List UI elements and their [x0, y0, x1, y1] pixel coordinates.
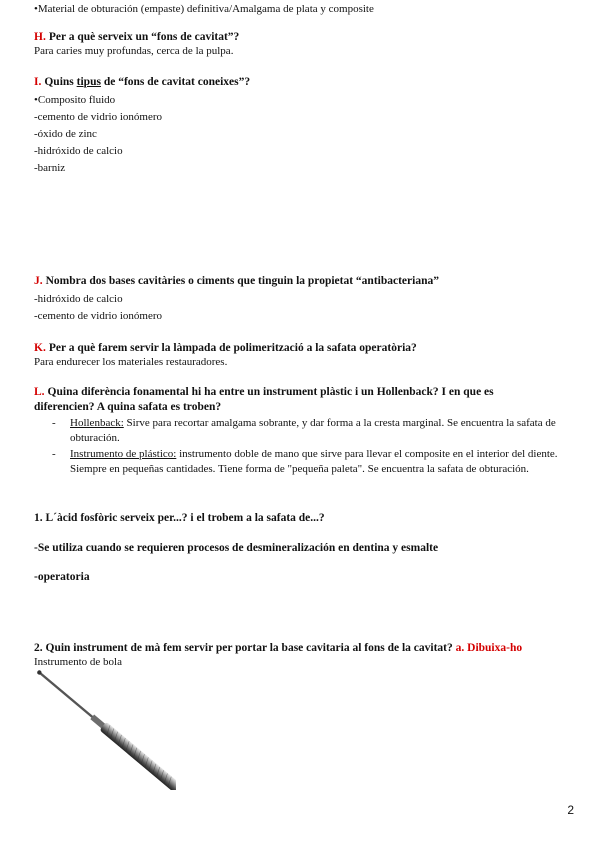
question-j-text: Nombra dos bases cavitàries o ciments que tinguin la propietat “antibacteriana”	[45, 275, 439, 287]
list-item: -óxido de zinc	[34, 128, 97, 140]
answer-k: Para endurecer los materiales restauradores.	[34, 356, 228, 368]
letter-i: I.	[34, 76, 42, 88]
list-item: -barniz	[34, 162, 66, 174]
answer-1b: -operatoria	[34, 571, 90, 583]
answer-1a: -Se utiliza cuando se requieren procesos de desmineralización en dentina y esmalte	[34, 542, 439, 554]
ball-instrument-image	[34, 668, 176, 790]
list-item: •Composito fluido	[34, 94, 116, 106]
question-h-text: Per a què serveix un “fons de cavitat”?	[48, 31, 240, 43]
letter-k: K.	[34, 342, 46, 354]
list-item: -cemento de vidrio ionómero	[34, 310, 162, 322]
term-hollenback: Hollenback:	[70, 417, 124, 429]
list-item: -hidróxido de calcio	[34, 293, 123, 305]
dash-bullet: -	[52, 448, 56, 460]
term-hollenback-desc: Sirve para recortar amalgama sobrante, y dar forma a la cresta marginal. Se encuentra la safata de obturación.	[70, 417, 556, 444]
question-2-text: 2. Quin instrument de mà fem servir per portar la base cavitaria al fons de la cavitat?	[34, 642, 453, 654]
answer-h: Para caries muy profundas, cerca de la pulpa.	[34, 45, 234, 57]
question-1: 1. L´àcid fosfòric serveix per...? i el trobem a la safata de...?	[34, 512, 325, 524]
question-l-line1	[34, 385, 494, 399]
question-2	[34, 641, 522, 655]
question-k-text: Per a què farem servir la làmpada de polimerització a la safata operatòria?	[48, 342, 417, 354]
answer-2: Instrumento de bola	[34, 656, 122, 668]
question-i-post: de “fons de cavitat coneixes”?	[100, 76, 251, 88]
question-l-line2: diferencien? A quina safata es troben?	[34, 401, 222, 413]
question-j	[34, 274, 439, 288]
question-l-text1: Quina diferència fonamental hi ha entre un instrument plàstic i un Hollenback? I en que es	[47, 386, 494, 398]
term-plastic-desc: instrumento doble de mano que sirve para llevar el composite en el interior del diente. Siempre en pequeñas cantidades. Tiene forma de "pequeña paleta". Se encuentra la safata de obturación.	[70, 448, 558, 475]
letter-j: J.	[34, 275, 43, 287]
list-item: -cemento de vidrio ionómero	[34, 111, 162, 123]
question-i-pre: Quins	[44, 76, 77, 88]
question-k	[34, 341, 417, 355]
dash-bullet: -	[52, 417, 56, 429]
letter-l: L.	[34, 386, 45, 398]
l-answer-list	[52, 416, 572, 478]
list-item	[52, 447, 572, 477]
page-number: 2	[567, 803, 574, 817]
list-item: -hidróxido de calcio	[34, 145, 123, 157]
question-2-red: a. Dibuixa-ho	[455, 642, 523, 654]
question-h	[34, 30, 239, 44]
list-item	[52, 416, 572, 446]
term-plastic-instrument: Instrumento de plástico:	[70, 448, 177, 460]
question-i-underlined: tipus	[76, 76, 101, 88]
letter-h: H.	[34, 31, 46, 43]
top-line: •Material de obturación (empaste) definitiva/Amalgama de plata y composite	[34, 3, 374, 15]
question-i	[34, 75, 250, 89]
